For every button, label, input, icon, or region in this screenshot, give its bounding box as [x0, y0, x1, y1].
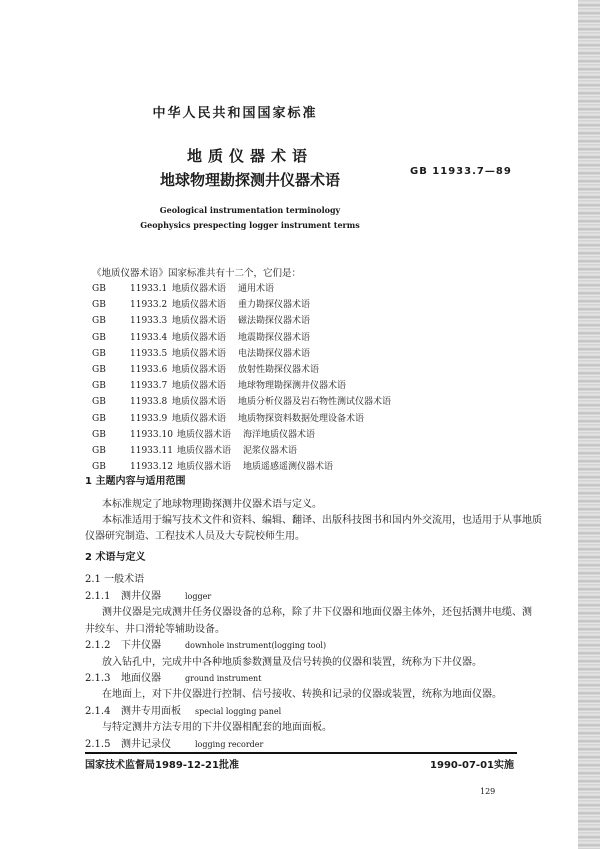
standard-num: 11933.6: [130, 365, 168, 375]
standard-name: 地震勘探仪器术语: [238, 332, 311, 343]
standard-num: 11933.1: [130, 284, 168, 294]
term-cn: 测井仪器: [121, 591, 161, 602]
section-1-para: 本标准适用于编写技术文件和资料、编辑、翻译、出版科技图书和国内外交流用，也适用于从事地质: [102, 515, 542, 526]
standard-code: GB: [92, 365, 106, 375]
term-cn: 地面仪器: [121, 673, 161, 684]
standard-series: 地质仪器术语: [172, 300, 227, 311]
term-en: logger: [185, 592, 212, 601]
standard-num: 11933.8: [130, 397, 168, 408]
standard-num: 11933.7: [130, 381, 168, 392]
title-en-2: Geophysics prespecting logger instrument terms: [140, 220, 360, 230]
standard-num: 11933.4: [130, 332, 168, 343]
term-num: 2.1.4: [85, 705, 111, 717]
term-num: 2.1.2: [85, 640, 111, 652]
standard-name: 放射性勘探仪器术语: [238, 365, 320, 375]
term-definition: 测井仪器是完成测井任务仪器设备的总称，除了井下仪器和地面仪器主体外，还包括测井电缆、测: [102, 607, 532, 619]
intro-text: 《地质仪器术语》国家标准共有十二个，它们是：: [92, 268, 302, 279]
term-cn: 测井专用面板: [121, 705, 181, 717]
section-1-para: 本标准规定了地球物理勘探测井仪器术语与定义。: [102, 499, 322, 510]
standard-series: 地质仪器术语: [172, 332, 227, 343]
term-en: special logging panel: [195, 706, 282, 716]
standard-series: 地质仪器术语: [172, 348, 227, 359]
standard-name: 地球物理勘探测井仪器术语: [238, 381, 347, 392]
scan-edge: [578, 0, 600, 849]
standard-num: 11933.3: [130, 316, 168, 327]
standard-code: GB: [92, 381, 106, 392]
term-num: 2.1.1: [85, 591, 111, 602]
section-1-para: 仪器研究制造、工程技术人员及大专院校师生用。: [85, 531, 305, 542]
standard-name: 地质遥感遥测仪器术语: [243, 462, 334, 473]
standard-num: 11933.5: [130, 348, 168, 359]
standard-name: 磁法勘探仪器术语: [238, 316, 311, 327]
term-cn: 测井记录仪: [121, 738, 171, 750]
term-definition: 在地面上，对下井仪器进行控制、信号接收、转换和记录的仪器或装置，统称为地面仪器。: [102, 689, 502, 701]
standard-code: GB: [92, 300, 106, 311]
standard-code: GB: [92, 446, 106, 456]
standard-series: 地质仪器术语: [177, 429, 232, 440]
standard-code: GB 11933.7—89: [410, 166, 512, 177]
standard-name: 重力勘探仪器术语: [238, 300, 311, 311]
term-en: ground instrument: [185, 674, 262, 683]
standard-name: 泥浆仪器术语: [243, 446, 298, 456]
standard-code: GB: [92, 284, 106, 294]
standard-series: 地质仪器术语: [172, 397, 227, 408]
standard-code: GB: [92, 316, 106, 327]
page-number: 129: [480, 787, 496, 796]
standard-num: 11933.11: [130, 446, 173, 456]
standard-num: 11933.12: [130, 462, 173, 473]
approval-date: 国家技术监督局1989-12-21批准: [85, 760, 239, 771]
standard-code: GB: [92, 332, 106, 343]
standard-num: 11933.10: [130, 429, 173, 440]
standard-name: 地质物探资料数据处理设备术语: [238, 413, 365, 424]
effective-date: 1990-07-01实施: [430, 760, 514, 771]
standard-code: GB: [92, 348, 106, 359]
term-cn: 下井仪器: [121, 640, 161, 652]
term-num: 2.1.5: [85, 738, 111, 750]
title-cn-2: 地球物理勘探测井仪器术语: [159, 171, 340, 189]
term-en: downhole instrument(logging tool): [185, 641, 327, 651]
standard-num: 11933.2: [130, 300, 168, 311]
standard-num: 11933.9: [130, 413, 168, 424]
title-en-1: Geological instrumentation terminology: [159, 205, 341, 215]
standard-series: 地质仪器术语: [172, 381, 227, 392]
standard-code: GB: [92, 462, 106, 473]
standard-header: 中华人民共和国国家标准: [152, 106, 318, 121]
standard-code: GB: [92, 413, 106, 424]
standard-code: GB: [92, 397, 106, 408]
standard-code: GB: [92, 429, 106, 440]
standard-series: 地质仪器术语: [177, 446, 232, 456]
standard-series: 地质仪器术语: [172, 365, 227, 375]
standard-series: 地质仪器术语: [172, 284, 227, 294]
section-1-heading: 1 主题内容与适用范围: [85, 476, 186, 487]
footer-rule: [85, 752, 517, 754]
term-definition: 与特定测井方法专用的下井仪器相配套的地面面板。: [102, 722, 332, 734]
term-definition: 井绞车、井口滑轮等辅助设备。: [85, 623, 225, 635]
standard-name: 海洋地质仪器术语: [243, 429, 316, 440]
standard-series: 地质仪器术语: [177, 462, 232, 473]
title-cn-1: 地质仪器术语: [186, 147, 313, 165]
standard-name: 通用术语: [238, 284, 275, 294]
section-2-1-heading: 2.1 一般术语: [85, 574, 145, 585]
standard-name: 电法勘探仪器术语: [238, 348, 311, 359]
standard-series: 地质仪器术语: [172, 413, 227, 424]
term-definition: 放入钻孔中，完成井中各种地质参数测量及信号转换的仪器和装置，统称为下井仪器。: [102, 656, 482, 668]
section-2-heading: 2 术语与定义: [85, 552, 146, 563]
standard-series: 地质仪器术语: [172, 316, 227, 327]
standard-name: 地质分析仪器及岩石物性测试仪器术语: [238, 397, 392, 408]
term-en: logging recorder: [195, 739, 264, 749]
term-num: 2.1.3: [85, 673, 111, 684]
